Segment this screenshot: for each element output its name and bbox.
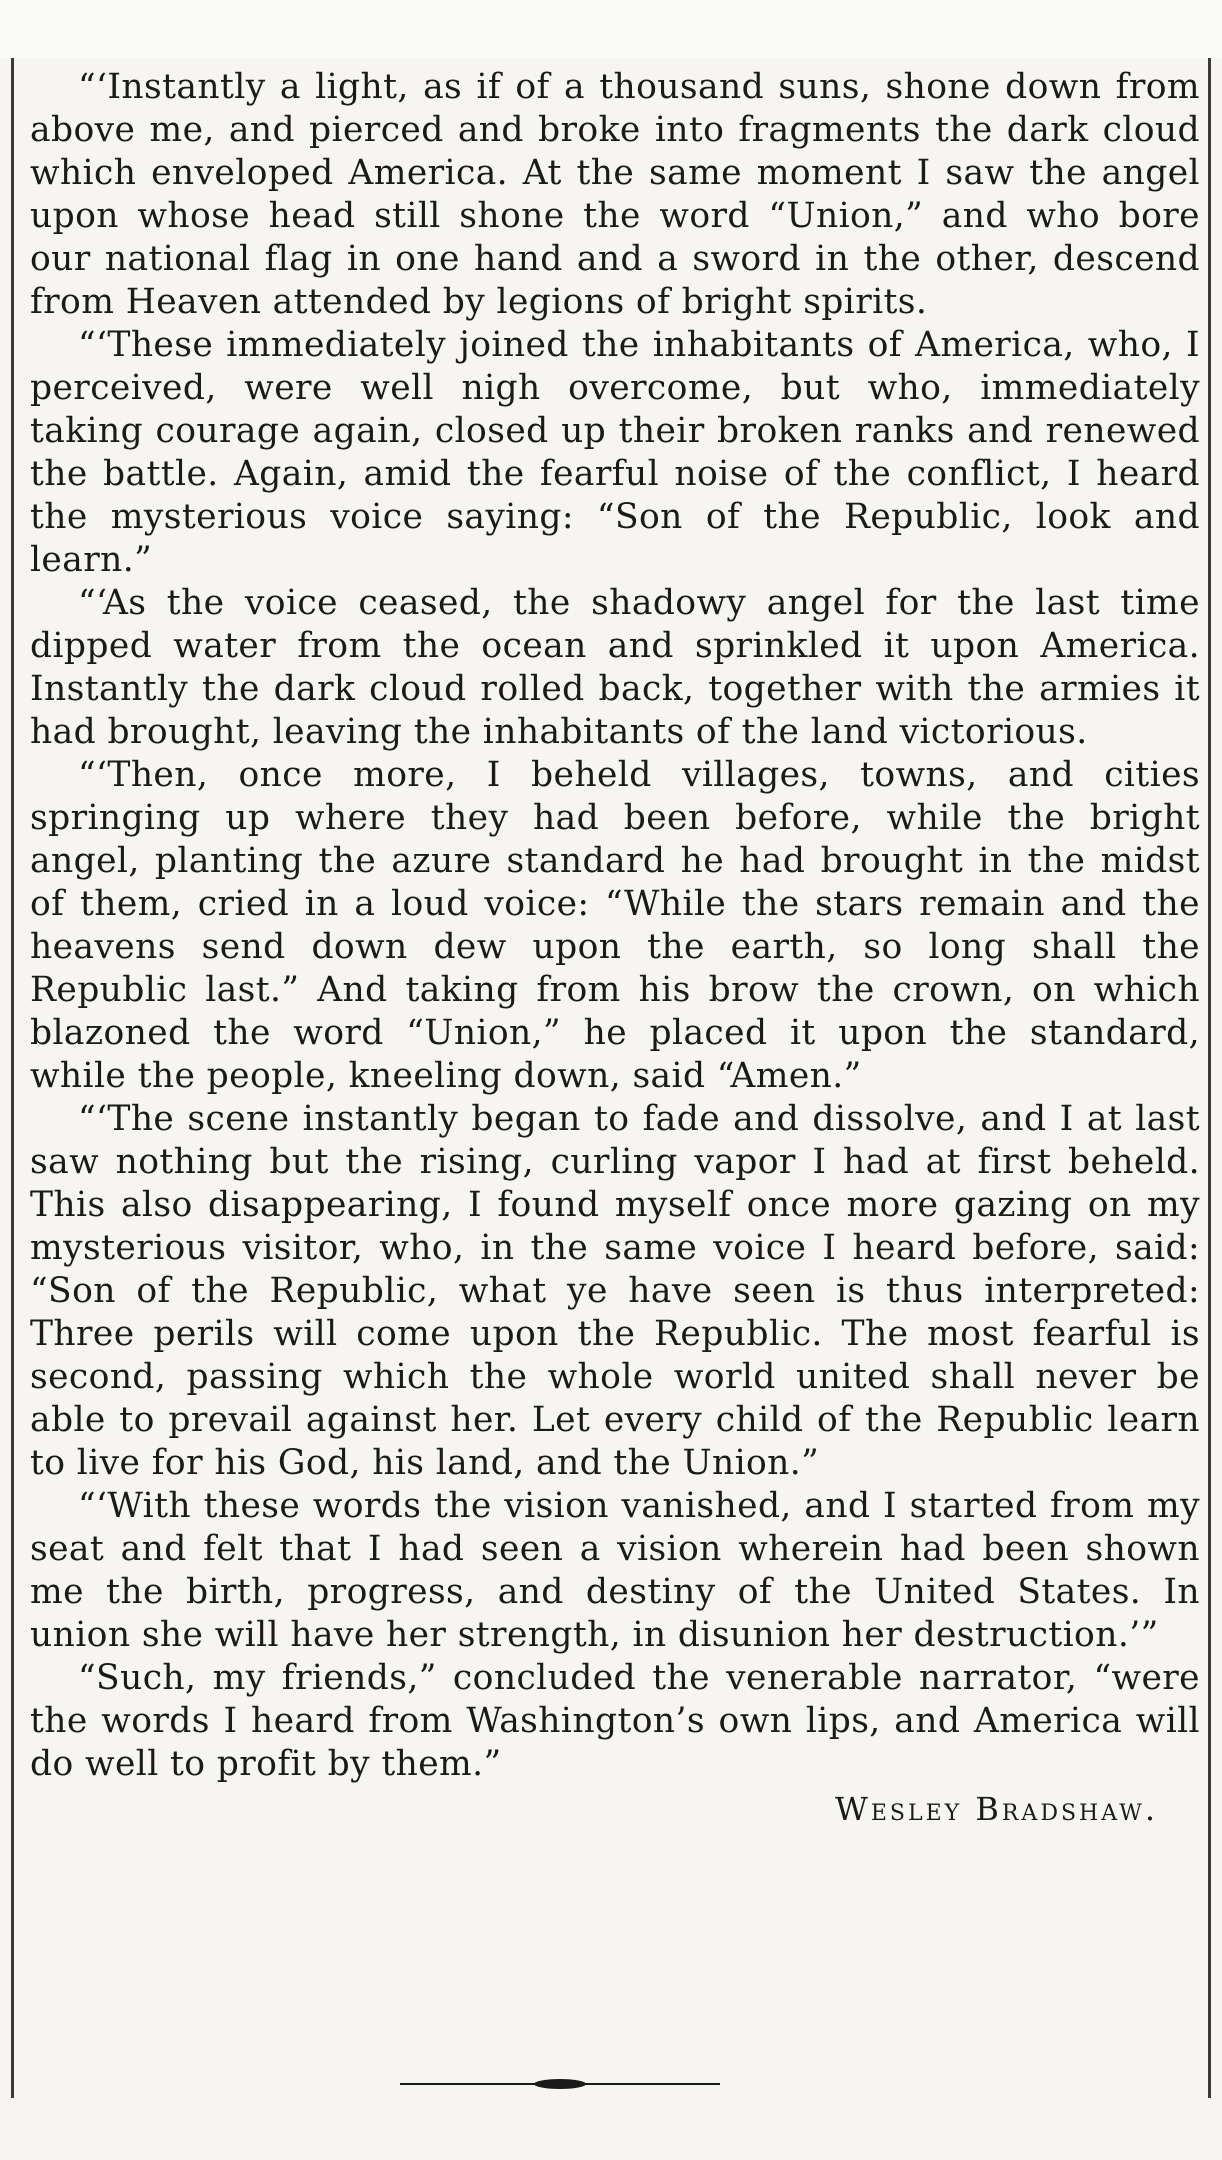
paragraph-6: “‘With these words the vision vanished, and I started from my seat and felt that I had seen a vision wherein had been shown me the birth, progress, and destiny of the United States. In union she will have her strength, in disunion her destruction.’” — [30, 1486, 1200, 1655]
right-column-rule — [1208, 58, 1211, 2098]
author-signature: Wesley Bradshaw. — [834, 1790, 1158, 1828]
article-body — [30, 66, 1200, 1831]
paragraph-7: “Such, my friends,” concluded the venerable narrator, “were the words I heard from Washington’s own lips, and America will do well to profit by them.” — [30, 1658, 1200, 1784]
paragraph-2: “‘These immediately joined the inhabitants of America, who, I perceived, were well nigh overcome, but who, immediately taking courage again, closed up their broken ranks and renewed the battle. Again, amid the fearful noise of the conflict, I heard the mysterious voice saying: “Son of the Republic, look and learn.” — [30, 325, 1200, 580]
left-column-rule — [11, 58, 14, 2098]
paragraph-3: “‘As the voice ceased, the shadowy angel for the last time dipped water from the ocean and sprinkled it upon America. Instantly the dark cloud rolled back, together with the armies it had brought, leaving the inhabitants of the land victorious. — [30, 583, 1200, 752]
paragraph-4: “‘Then, once more, I beheld villages, towns, and cities springing up where they had been before, while the bright angel, planting the azure standard he had brought in the midst of them, cried in a loud voice: “While the stars remain and the heavens send down dew upon the earth, so long shall the Republic last.” And taking from his brow the crown, on which blazoned the word “Union,” he placed it upon the standard, while the people, kneeling down, said “Amen.” — [30, 755, 1200, 1096]
ornament-rule-icon — [400, 2078, 720, 2090]
paragraph-5: “‘The scene instantly began to fade and dissolve, and I at last saw nothing but the rising, curling vapor I had at first beheld. This also disappearing, I found myself once more gazing on my mysterious visitor, who, in the same voice I heard before, said: “Son of the Republic, what ye have seen is thus interpreted: Three perils will come upon the Republic. The most fearful is second, passing which the whole world united shall never be able to prevail against her. Let every child of the Republic learn to live for his God, his land, and the Union.” — [30, 1099, 1200, 1483]
paragraph-1: “‘Instantly a light, as if of a thousand suns, shone down from above me, and pierced and broke into fragments the dark cloud which enveloped America. At the same moment I saw the angel upon whose head still shone the word “Union,” and who bore our national flag in one hand and a sword in the other, descend from Heaven attended by legions of bright spirits. — [30, 67, 1200, 322]
top-margin — [0, 0, 1222, 58]
